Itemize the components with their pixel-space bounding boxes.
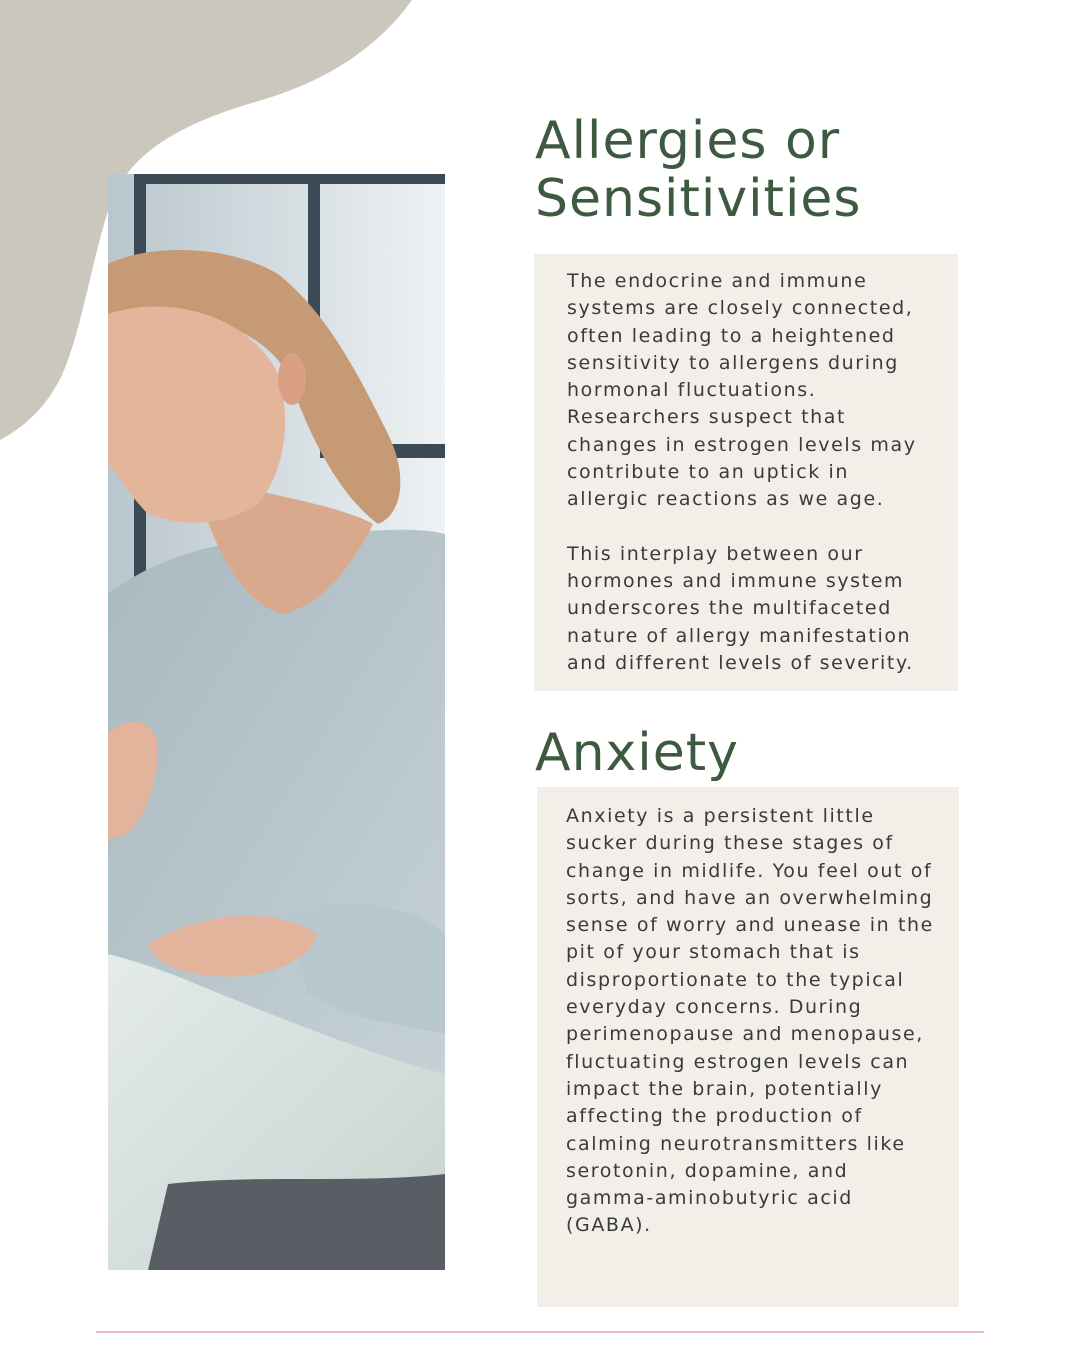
anxiety-paragraph: Anxiety is a persistent little sucker during these stages of change in midlife. You feel out of sorts, and have an overwhelming sense of worry and unease in the pit of your stomach that is disproportionate to the typical everyday concerns. During perimenopause and menopause, fluctuating estrogen levels can impact the brain, potentially affecting the production of calming neurotransmitters like serotonin, dopamine, and gamma-aminobutyric acid (GABA). [566, 805, 934, 1237]
anxiety-heading: Anxiety [535, 723, 739, 783]
allergies-paragraph-1: The endocrine and immune systems are closely connected, often leading to a heightened sensitivity to allergens during hormonal fluctuations. Researchers suspect that changes in estrogen levels may contribute to an uptick in allergic reactions as we age. [567, 270, 917, 511]
bottom-divider [96, 1331, 984, 1333]
anxiety-card [537, 787, 959, 1307]
allergies-heading-line-2: Sensitivities [535, 169, 862, 229]
allergies-heading [535, 112, 955, 228]
allergies-paragraph-2: This interplay between our hormones and immune system underscores the multifaceted nature of allergy manifestation and different levels of severity. [567, 542, 914, 674]
allergies-heading-line-1: Allergies or [535, 111, 841, 171]
woman-photo [108, 174, 445, 1270]
allergies-card [534, 254, 958, 691]
